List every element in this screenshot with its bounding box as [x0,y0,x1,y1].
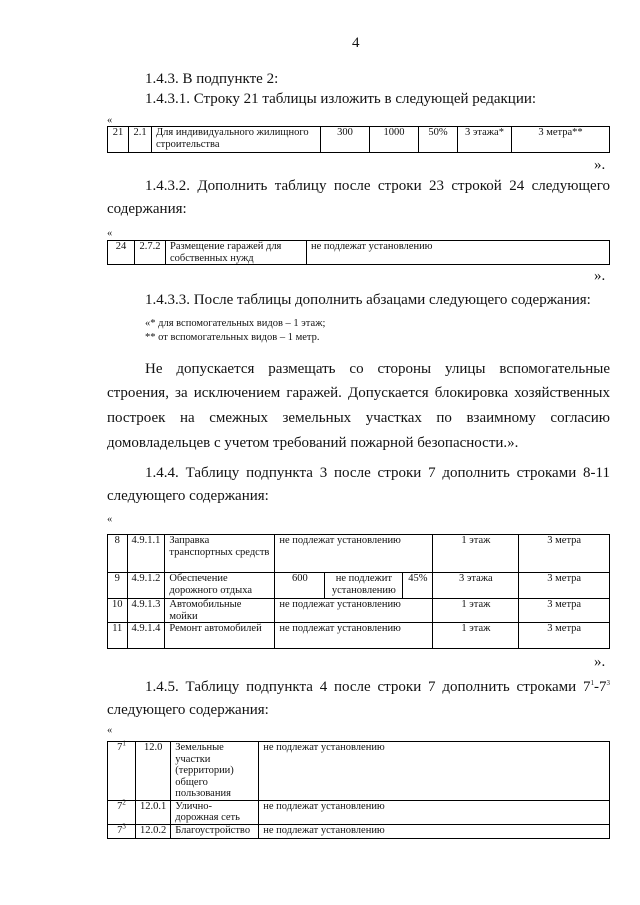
cell-code: 12.0.1 [136,800,171,824]
cell-floors: 1 этаж [433,599,519,623]
table-row [108,599,610,623]
cell-code: 4.9.1.3 [127,599,165,623]
cell-number: 11 [108,623,128,649]
section-1-4-5: 1.4.5. Таблицу подпункта 4 после строки 7 дополнить строками $7^1-7^3$ [145,679,610,695]
quote-close-2: ». [594,268,606,284]
cell-name: Земельные участки (территории) общего пользования [171,742,259,801]
quote-open: « [107,228,113,239]
cell-number: 8 [108,535,128,573]
quote-open: « [107,514,113,525]
cell-code: 4.9.1.4 [127,623,165,649]
table-row [108,623,610,649]
page-number: 4 [352,35,360,51]
cell-name: Благоустройство [171,824,259,838]
section-1-4-3-3: 1.4.3.3. После таблицы дополнить абзацами следующего содержания: [145,292,591,308]
cell-floors: 3 этажа* [458,127,512,153]
cell-name: Улично-дорожная сеть [171,800,259,824]
table-row [108,535,610,573]
section-1-4-3-1: 1.4.3.1. Строку 21 таблицы изложить в следующей редакции: [145,91,537,107]
cell-distance: 3 метра [519,623,610,649]
cell-name: Автомобильные мойки [165,599,275,623]
cell-distance: 3 метра** [512,127,610,153]
section-1-4-5-cont: следующего содержания: [107,702,269,718]
table-row [108,742,610,801]
cell-floors: 3 этажа [433,573,519,599]
table-row [108,800,610,824]
cell-number: $7^3$ [108,824,136,838]
cell-code: 4.9.1.1 [127,535,165,573]
cell-name: Ремонт автомобилей [165,623,275,649]
quote-close-3: ». [594,654,606,670]
cell-percent: 50% [419,127,458,153]
cell-value: не подлежат установлению [259,800,610,824]
quote-close-1: ». [594,157,606,173]
cell-value: не подлежат установлению [307,241,610,265]
cell-number: $7^1$ [108,742,136,801]
cell-code: 2.7.2 [135,241,166,265]
cell-name: Для индивидуального жилищного строительства [152,127,321,153]
cell-number: $7^2$ [108,800,136,824]
cell-max-area: 1000 [370,127,419,153]
cell-distance: 3 метра [519,599,610,623]
cell-number: 21 [108,127,129,153]
table-rows-8-11 [107,534,610,649]
cell-floors: 1 этаж [433,535,519,573]
cell-number: 24 [108,241,135,265]
cell-min-area: 300 [321,127,370,153]
table-row [108,573,610,599]
cell-code: 12.0.2 [136,824,171,838]
cell-floors: 1 этаж [433,623,519,649]
paragraph-line-1: Не допускается размещать со стороны улицы вспомогательные [145,361,610,377]
table-row [108,824,610,838]
cell-code: 4.9.1.2 [127,573,165,599]
section-1-4-4: 1.4.4. Таблицу подпункта 3 после строки 7 дополнить строками 8-11 [145,465,610,481]
cell-name: Заправка транспортных средств [165,535,275,573]
cell-value: не подлежат установлению [259,742,610,801]
paragraph-line-2: строения, за исключением гаражей. Допускается блокировка хозяйственных [107,385,610,401]
cell-distance: 3 метра [519,573,610,599]
cell-value: не подлежат установлению [259,824,610,838]
cell-max-area: не подлежит установлению [325,573,403,599]
table-row-21 [107,126,610,153]
table-rows-7-1-7-3 [107,741,610,839]
section-1-4-4-cont: следующего содержания: [107,488,269,504]
cell-percent: 45% [403,573,433,599]
cell-number: 9 [108,573,128,599]
cell-distance: 3 метра [519,535,610,573]
cell-merged: не подлежат установлению [275,535,433,573]
footnote-1: «* для вспомогательных видов – 1 этаж; [145,318,326,329]
cell-merged: не подлежат установлению [275,599,433,623]
table-row-24 [107,240,610,265]
cell-merged: не подлежат установлению [275,623,433,649]
quote-open: « [107,115,113,126]
cell-number: 10 [108,599,128,623]
section-1-4-3-2-cont: содержания: [107,201,187,217]
quote-open: « [107,725,113,736]
footnote-2: ** от вспомогательных видов – 1 метр. [145,332,320,343]
cell-name: Обеспечение дорожного отдыха [165,573,275,599]
paragraph-line-4: домовладельцев с учетом требований пожарной безопасности.». [107,435,519,451]
cell-min-area: 600 [275,573,325,599]
section-1-4-3: 1.4.3. В подпункте 2: [145,71,279,87]
cell-name: Размещение гаражей для собственных нужд [166,241,307,265]
section-1-4-3-2: 1.4.3.2. Дополнить таблицу после строки 23 строкой 24 следующего [145,178,610,194]
cell-code: 2.1 [129,127,152,153]
cell-code: 12.0 [136,742,171,801]
paragraph-line-3: построек на смежных земельных участках по взаимному согласию [107,410,610,426]
